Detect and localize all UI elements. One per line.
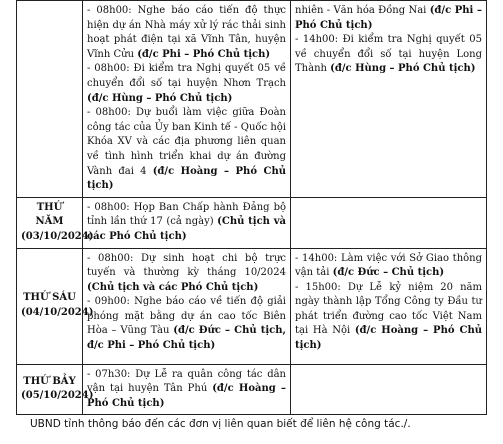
schedule-table: [16, 0, 487, 415]
table-row: [17, 197, 487, 248]
schedule-entry: - 08h00: Họp Ban Chấp hành Đảng bộ tỉnh lần thứ 17 (cả ngày) (Chủ tịch và các Phó Chủ tịch): [87, 201, 286, 242]
day-date: (04/10/2024): [21, 307, 94, 318]
schedule-entry: - 08h00: Dự buổi làm việc giữa Đoàn công tác của Ủy ban Kinh tế - Quốc hội Khóa XV và các địa phương liên quan về tình hình triển khai dự án đường Vành đai 4 (đ/c Hoàng – Phó Chủ tịch): [87, 107, 286, 192]
schedule-entry: - 07h30: Dự Lễ ra quân công tác dân vận tại huyện Tân Phú (đ/c Hoàng – Phó Chủ tịch): [87, 368, 287, 409]
morning-cell: [83, 364, 291, 415]
day-date: (03/10/2024): [21, 230, 94, 242]
morning-cell: [83, 197, 291, 248]
day-cell: [17, 364, 94, 415]
day-cell: [17, 248, 94, 364]
afternoon-cell: [291, 248, 487, 364]
schedule-entry: - 08h00: Đi kiểm tra Nghị quyết 05 về chuyển đổi số tại huyện Nhơn Trạch (đ/c Hùng – Phó Chủ tịch): [87, 63, 286, 104]
schedule-entry: - 14h00: Đi kiểm tra Nghị quyết 05 về chuyển đổi số tại huyện Long Thành (đ/c Hùng – Phó Chủ tịch): [295, 34, 482, 75]
day-label: THỨ BẢY: [23, 375, 76, 387]
morning-cell: [83, 248, 291, 364]
schedule-entry: - 09h00: Nghe báo cáo về tiến độ giải phóng mặt bằng dự án cao tốc Biên Hòa – Vũng Tàu (đ/c Đức – Chủ tịch, đ/c Phi – Phó Chủ tịch): [87, 296, 286, 352]
afternoon-cell: [291, 197, 487, 248]
day-cell: [17, 197, 94, 248]
schedule-entry: - 14h00: Làm việc với Sở Giao thông vận tải (đ/c Đức – Chủ tịch): [295, 252, 482, 279]
day-date: (05/10/2024): [21, 390, 94, 402]
table-row: [17, 1, 487, 198]
schedule-entry: - 08h00: Dự sinh hoạt chi bộ trực tuyến và thường kỳ tháng 10/2024 (Chủ tịch và các Phó Chủ tịch): [87, 252, 286, 293]
schedule-entry: - 15h00: Dự Lễ kỷ niệm 20 năm ngày thành lập Tổng Công ty Đầu tư phát triển đường cao tốc Việt Nam tại Hà Nội (đ/c Hoàng – Phó Chủ tịch): [295, 281, 482, 352]
footer-note: UBND tỉnh thông báo đến các đơn vị liên quan biết để liên hệ công tác./.: [30, 418, 411, 430]
day-cell: [17, 1, 83, 198]
schedule-entry: nhiên - Văn hóa Đồng Nai (đ/c Phi – Phó Chủ tịch): [295, 5, 482, 31]
table-row: [17, 364, 487, 415]
day-label: THỨ SÁU: [23, 292, 76, 304]
afternoon-cell: [291, 1, 487, 198]
morning-cell: [83, 1, 291, 198]
schedule-entry: - 08h00: Nghe báo cáo tiến độ thực hiện dự án Nhà máy xử lý rác thải sinh hoạt phát điện tại xã Vĩnh Tân, huyện Vĩnh Cửu (đ/c Phi – Phó Chủ tịch): [87, 5, 286, 60]
table-row: [17, 248, 487, 364]
day-label: THỨ NĂM: [35, 201, 64, 228]
afternoon-cell: [291, 364, 487, 415]
